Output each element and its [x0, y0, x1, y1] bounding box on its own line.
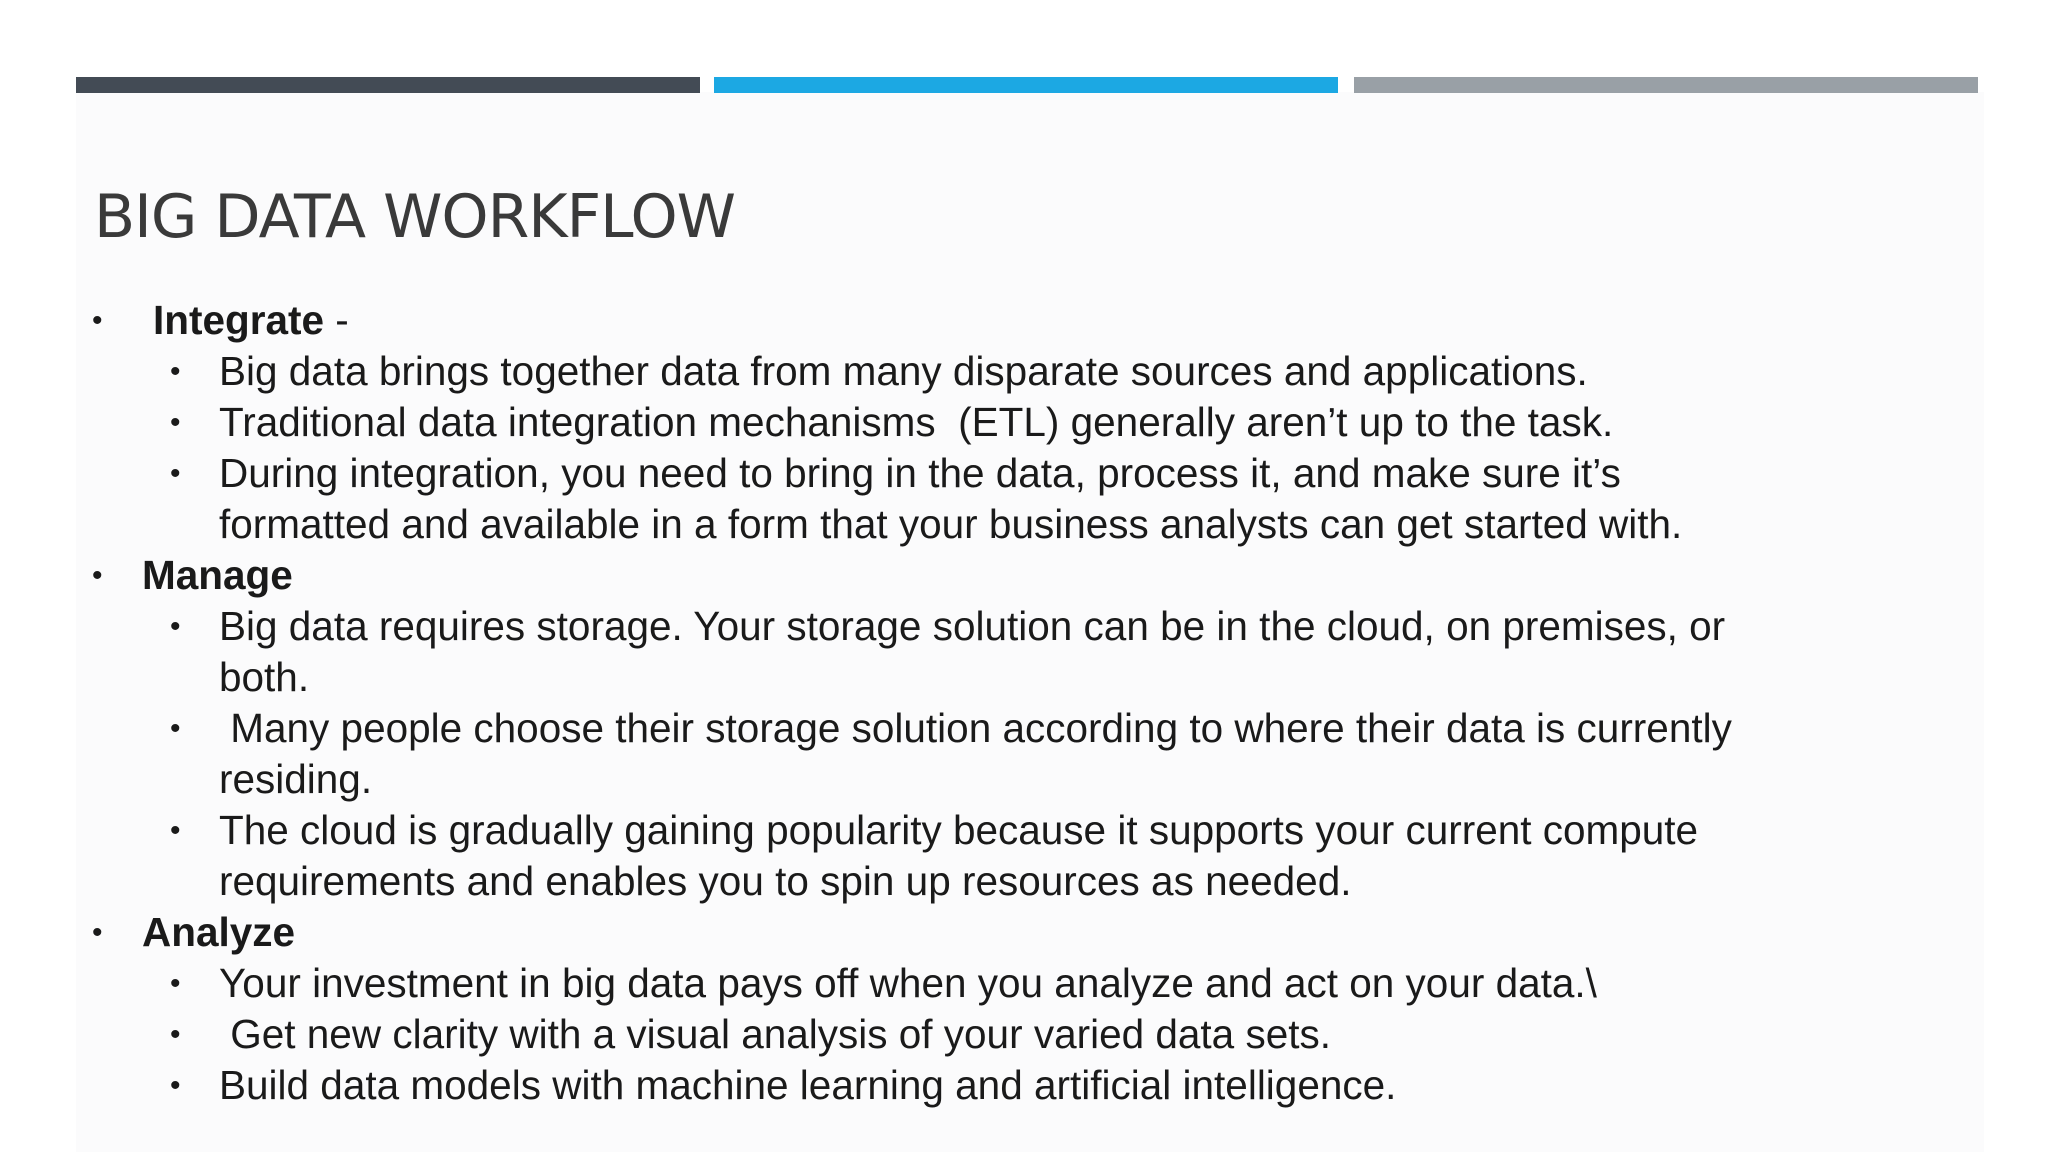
bullet-dot: •: [92, 304, 103, 337]
heading-suffix: -: [324, 297, 349, 343]
bullet-dot: •: [92, 559, 103, 592]
sub-bullet-dot: •: [170, 1018, 181, 1051]
list-item-line: residing.: [219, 756, 373, 802]
list-item-line: During integration, you need to bring in the data, process it, and make sure it’s: [219, 450, 1621, 496]
list-item-line: requirements and enables you to spin up resources as needed.: [219, 858, 1352, 904]
accent-bar-blue: [714, 77, 1338, 93]
slide-title: BIG DATA WORKFLOW: [94, 182, 736, 252]
sub-bullet-dot: •: [170, 457, 181, 490]
section-heading-analyze: Analyze: [142, 909, 296, 955]
section-heading-manage: Manage: [142, 552, 293, 598]
sub-bullet-dot: •: [170, 712, 181, 745]
list-item: Get new clarity with a visual analysis of your varied data sets.: [219, 1011, 1331, 1057]
list-item: Your investment in big data pays off when you analyze and act on your data.\: [219, 960, 1597, 1006]
list-item: Traditional data integration mechanisms (ETL) generally aren’t up to the task.: [219, 399, 1614, 445]
list-item-line: The cloud is gradually gaining popularity because it supports your current compute: [219, 807, 1699, 853]
heading-text: Integrate: [153, 297, 325, 343]
list-item: Build data models with machine learning and artificial intelligence.: [219, 1062, 1397, 1108]
section-heading-integrate: [153, 295, 349, 346]
list-item-line: Big data requires storage. Your storage solution can be in the cloud, on premises, or: [219, 603, 1726, 649]
list-item-line: both.: [219, 654, 310, 700]
accent-bar-gray: [1354, 77, 1978, 93]
sub-bullet-dot: •: [170, 1069, 181, 1102]
sub-bullet-dot: •: [170, 967, 181, 1000]
list-item-line: Many people choose their storage solution according to where their data is currently: [219, 705, 1732, 751]
sub-bullet-dot: •: [170, 355, 181, 388]
accent-bar-dark: [76, 77, 700, 93]
list-item: Big data brings together data from many disparate sources and applications.: [219, 348, 1588, 394]
sub-bullet-dot: •: [170, 406, 181, 439]
sub-bullet-dot: •: [170, 610, 181, 643]
bullet-dot: •: [92, 916, 103, 949]
sub-bullet-dot: •: [170, 814, 181, 847]
list-item-line: formatted and available in a form that your business analysts can get started with.: [219, 501, 1683, 547]
